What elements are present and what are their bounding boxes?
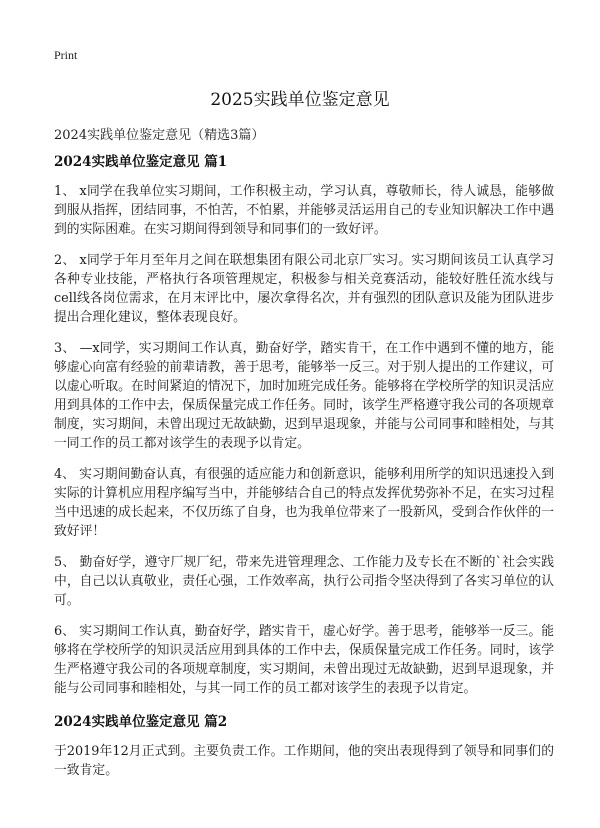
section-heading-1: 2024实践单位鉴定意见 篇1 — [54, 154, 228, 170]
paragraph-1-1: 1、 x同学在我单位实习期间，工作积极主动，学习认真，尊敬师长，待人诚恳，能够做到服从指挥，团结同事，不怕苦，不怕累，并能够灵活运用自己的专业知识解决工作中遇到的实际困难。在实习期间得到领导和同事们的一致好评。 — [54, 184, 554, 237]
section-heading-2: 2024实践单位鉴定意见 篇2 — [54, 714, 228, 730]
document-subtitle: 2024实践单位鉴定意见（精选3篇） — [54, 128, 265, 143]
paragraph-1-3: 3、 —x同学，实习期间工作认真，勤奋好学，踏实肯干，在工作中遇到不懂的地方，能够虚心向富有经验的前辈请教，善于思考，能够举一反三。对于别人提出的工作建议，可以虚心听取。在时间紧迫的情况下，加时加班完成任务。能够将在学校所学的知识灵活应用到具体的工作中去，保质保量完成工作任务。同时，该学生严格遵守我公司的各项规章制度，实习期间，未曾出现过无故缺勤，迟到早退现象，并能与公司同事和睦相处，与其一同工作的员工都对该学生的表现予以肯定。 — [54, 341, 554, 451]
print-link[interactable]: Print — [54, 48, 78, 62]
document-title: 2025实践单位鉴定意见 — [210, 90, 390, 110]
paragraph-1-2: 2、 x同学于年月至年月之间在联想集团有限公司北京厂实习。实习期间该员工认真学习各种专业技能，严格执行各项管理规定，积极参与相关竞赛活动，能较好胜任流水线与cell线各岗位需求，在月末评比中，屡次拿得名次，并有强烈的团队意识及能为团队进步提出合理化建议，整体表现良好。 — [54, 253, 554, 325]
paragraph-1-5: 5、 勤奋好学，遵守厂规厂纪，带来先进管理理念、工作能力及专长在不断的`社会实践中，自己以认真敬业，责任心强，工作效率高，执行公司指令坚决得到了各实习单位的认可。 — [54, 555, 554, 608]
paragraph-1-6: 6、 实习期间工作认真，勤奋好学，踏实肯干，虚心好学。善于思考，能够举一反三。能够将在学校所学的知识灵活应用到具体的工作中去，保质保量完成工作任务。同时，该学生严格遵守我公司的各项规章制度，实习期间，未曾出现过无故缺勤，迟到早退现象，并能与公司同事和睦相处，与其一同工作的员工都对该学生的表现予以肯定。 — [54, 624, 554, 696]
document-body — [54, 150, 554, 790]
paragraph-1-4: 4、 实习期间勤奋认真，有很强的适应能力和创新意识，能够利用所学的知识迅速投入到实际的计算机应用程序编写当中，并能够结合自己的特点发挥优势弥补不足，在实习过程当中迅速的成长起来，不仅历练了自身，也为我单位带来了一股新风，受到合作伙伴的一致好评！ — [54, 467, 554, 539]
paragraph-2-1: 于2019年12月正式到。主要负责工作。工作期间，他的突出表现得到了领导和同事们的一致肯定。 — [54, 744, 554, 778]
